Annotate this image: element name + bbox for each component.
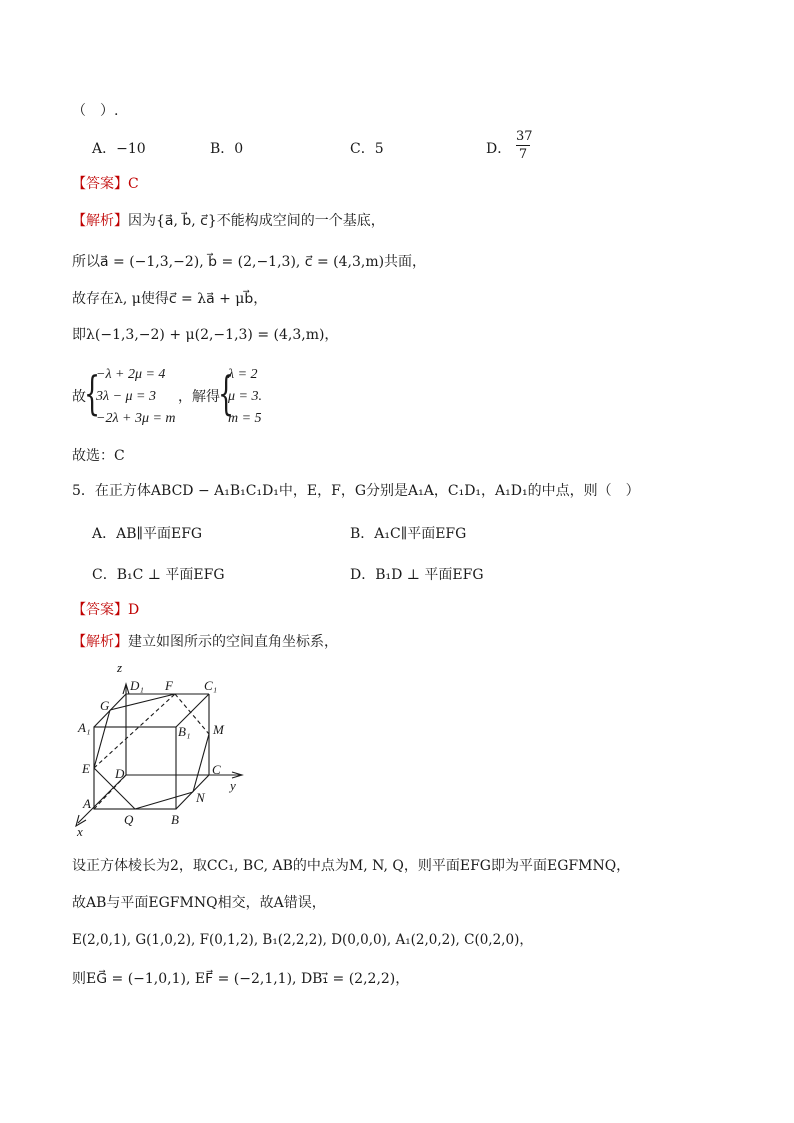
q5-analysis-line-4: E(2,0,1), G(1,0,2), F(0,1,2), B₁(2,2,2), D(0,0,0), A₁(2,0,2), C(0,2,0)， xyxy=(72,932,533,948)
equation: μ = 3. xyxy=(228,389,262,404)
section-g-f xyxy=(110,694,175,710)
q5-analysis-line-5: 则EG⃗ = (−1,0,1), EF⃗ = (−2,1,1), DB₁⃗ = (2,2,2)， xyxy=(72,971,410,987)
q5-stem: 5．在正方体ABCD − A₁B₁C₁D₁中，E，F，G分别是A₁A，C₁D₁，A₁D₁的中点，则（ ） xyxy=(72,483,640,499)
left-brace-icon: { xyxy=(218,366,235,420)
equation: −2λ + 3μ = m xyxy=(96,411,176,426)
q4-analysis-line-2: 所以a⃗ = (−1,3,−2), b⃗ = (2,−1,3), c⃗ = (4,3,m)共面， xyxy=(72,254,427,270)
analysis-tag: 【解析】 xyxy=(72,634,128,650)
q4-stem-tail: （ ）. xyxy=(72,103,119,119)
label-y: y xyxy=(230,778,236,793)
label-c1: C₁ xyxy=(204,678,218,693)
q4-analysis-line-4: 即λ(−1,3,−2) + μ(2,−1,3) = (4,3,m)， xyxy=(72,327,339,343)
cube-figure xyxy=(70,660,270,840)
q5-answer-line xyxy=(72,600,139,620)
q4-analysis-line-1 xyxy=(72,211,385,231)
analysis-tag: 【解析】 xyxy=(72,213,128,229)
q4-system-1 xyxy=(96,364,176,430)
equation: −λ + 2μ = 4 xyxy=(96,367,166,382)
label-d: D xyxy=(115,766,125,781)
fraction-bar xyxy=(516,145,530,146)
edge-b1c1 xyxy=(176,694,209,727)
q4-option-a: A．−10 xyxy=(92,141,146,157)
label-b: B xyxy=(171,812,179,827)
q4-option-d: D． xyxy=(486,141,512,157)
analysis-text: 建立如图所示的空间直角坐标系， xyxy=(128,634,338,650)
q4-option-b: B．0 xyxy=(210,141,244,157)
label-b1: B₁ xyxy=(178,724,191,739)
label-m: M xyxy=(213,722,224,737)
left-brace-icon: { xyxy=(84,366,101,420)
answer-value: D xyxy=(128,602,140,618)
label-z: z xyxy=(117,660,123,675)
choose-text: 故选：C xyxy=(72,448,125,464)
answer-value: C xyxy=(128,176,139,192)
label-d1: D₁ xyxy=(130,678,144,693)
equation: m = 5 xyxy=(228,411,262,426)
label-f: F xyxy=(165,678,173,693)
q4-choose xyxy=(72,446,125,466)
equation: λ = 2 xyxy=(228,367,258,382)
q4-system-2 xyxy=(228,364,262,430)
q4-analysis-line-3: 故存在λ, μ使得c⃗ = λa⃗ + μb⃗， xyxy=(72,291,268,307)
label-c: C xyxy=(212,762,221,777)
label-q: Q xyxy=(124,812,134,827)
answer-tag: 【答案】 xyxy=(72,176,128,192)
fraction-numerator: 37 xyxy=(516,129,533,144)
label-n: N xyxy=(196,790,205,805)
label-a1: A₁ xyxy=(78,720,91,735)
q5-option-a: A．AB∥平面EFG xyxy=(92,526,203,542)
q5-analysis-line-1 xyxy=(72,632,338,652)
label-x: x xyxy=(77,824,83,839)
equation: 3λ − μ = 3 xyxy=(96,389,156,404)
label-g: G xyxy=(100,698,110,713)
q5-option-b: B．A₁C∥平面EFG xyxy=(350,526,467,542)
q4-option-c: C．5 xyxy=(350,141,384,157)
analysis-text: 因为{a⃗, b⃗, c⃗}不能构成空间的一个基底， xyxy=(128,213,385,229)
fraction-denominator: 7 xyxy=(518,147,528,162)
label-e: E xyxy=(82,761,90,776)
answer-tag: 【答案】 xyxy=(72,602,128,618)
q5-analysis-line-3: 故AB与平面EGFMNQ相交，故A错误， xyxy=(72,895,326,911)
q4-option-d-fraction xyxy=(516,129,533,162)
q5-analysis-line-2: 设正方体棱长为2，取CC₁, BC, AB的中点为M, N, Q，则平面EFG即为平面EGFMNQ， xyxy=(72,858,631,874)
q5-option-c: C．B₁C ⊥ 平面EFG xyxy=(92,567,225,583)
q4-system-prefix: 故 xyxy=(72,389,86,405)
q5-option-d: D．B₁D ⊥ 平面EFG xyxy=(350,567,484,583)
label-a: A xyxy=(83,796,91,811)
q4-solve-word: ，解得 xyxy=(178,389,220,405)
q4-answer-line xyxy=(72,174,139,194)
